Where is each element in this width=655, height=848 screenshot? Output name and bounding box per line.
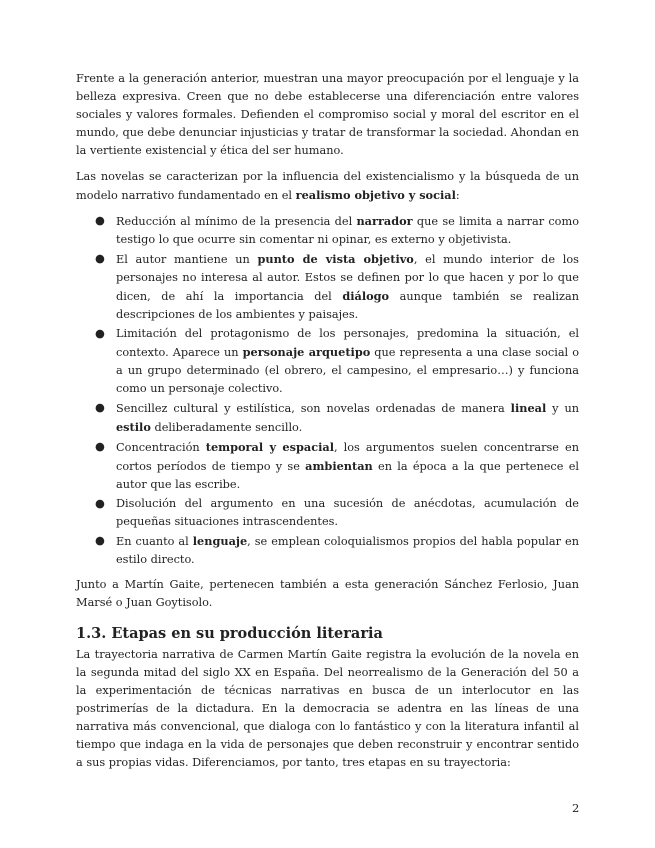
list-item: ● Concentración temporal y espacial, los argumentos suelen concentrarse en cortos períodos de tiempo y se ambientan en la época a la que pertenece el autor que las escribe. [95,440,579,491]
page-number: 2 [572,801,580,815]
bullet-icon: ● [95,440,105,453]
bullet-icon: ● [95,327,105,340]
document-body [76,70,579,772]
list-item: ● Sencillez cultural y estilística, son novelas ordenadas de manera lineal y un estilo deliberadamente sencillo. [95,401,579,434]
paragraph-novels: Las novelas se caracterizan por la influencia del existencialismo y la búsqueda de un modelo narrativo fundamentado en el realismo objetivo y social: [76,170,579,202]
section-heading: 1.3. Etapas en su producción literaria [76,625,383,642]
bullet-icon: ● [95,534,105,547]
characteristics-list [76,212,579,569]
bold-term: realismo objetivo y social [295,188,456,202]
bullet-icon: ● [95,214,105,227]
bullet-icon: ● [95,252,105,265]
paragraph-authors: Junto a Martín Gaite, pertenecen también a esta generación Sánchez Ferlosio, Juan Marsé o Juan Goytisolo. [76,578,579,609]
list-item: ● En cuanto al lenguaje, se emplean coloquialismos propios del habla popular en estilo directo. [95,534,579,566]
list-item: ● Disolución del argumento en una sucesión de anécdotas, acumulación de pequeñas situaciones intrascendentes. [95,497,579,528]
bullet-icon: ● [95,401,105,414]
paragraph-intro: Frente a la generación anterior, muestran una mayor preocupación por el lenguaje y la belleza expresiva. Creen que no debe establecerse una diferenciación entre valores sociales y valores formales. Defienden el compromiso social y moral del escritor en el mundo, que debe denunciar injusticias y tratar de transformar la sociedad. Ahondan en la vertiente existencial y ética del ser humano. [76,72,579,157]
paragraph-trajectory: La trayectoria narrativa de Carmen Martín Gaite registra la evolución de la novela en la segunda mitad del siglo XX en España. Del neorrealismo de la Generación del 50 a la experimentación de técnicas narrativas en busca de un interlocutor en las postrimerías de la dictadura. En la democracia se adentra en las líneas de una narrativa más convencional, que dialoga con lo fantástico y con la literatura infantil al tiempo que indaga en la vida de personajes que deben reconstruir y encontrar sentido a sus propias vidas. Diferenciamos, por tanto, tres etapas en su trayectoria: [76,648,579,769]
list-item: ● Reducción al mínimo de la presencia del narrador que se limita a narrar como testigo lo que ocurre sin comentar ni opinar, es externo y objetivista. [95,214,579,246]
bullet-icon: ● [95,497,105,510]
list-item: ● Limitación del protagonismo de los personajes, predomina la situación, el contexto. Aparece un personaje arquetipo que representa a una clase social o a un grupo determinado (el obrero, el campesino, el empresario…) y funciona como un personaje colectivo. [95,327,580,395]
list-item: ● El autor mantiene un punto de vista objetivo, el mundo interior de los personajes no interesa al autor. Estos se definen por lo que hacen y por lo que dicen, de ahí la importancia del diálogo aunque también se realizan descripciones de los ambientes y paisajes. [95,252,579,321]
